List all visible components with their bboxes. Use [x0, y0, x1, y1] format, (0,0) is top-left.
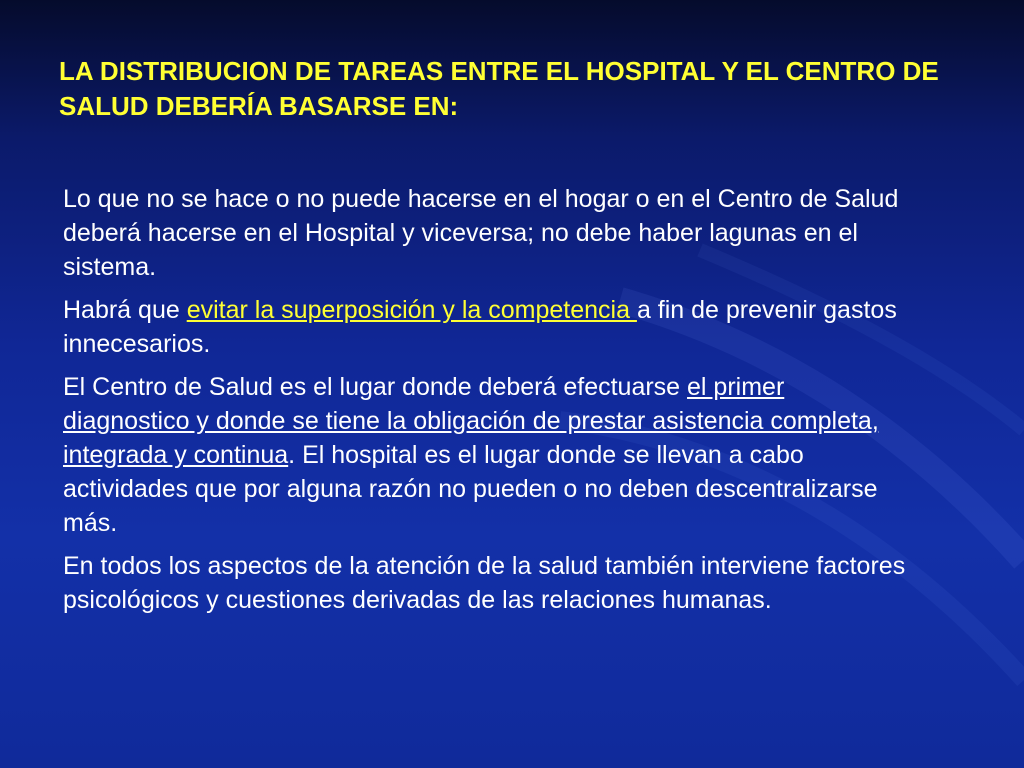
paragraph-2: [63, 293, 913, 361]
highlight-link-text: evitar la superposición y la competencia: [186, 296, 637, 324]
underlined-text: el primer diagnostico y donde se tiene la obligación de prestar asistencia completa, integrada y continua: [63, 373, 879, 469]
slide-body: [63, 182, 913, 626]
paragraph-3-start: El Centro de Salud es el lugar donde deberá efectuarse: [63, 373, 688, 401]
slide-title: LA DISTRIBUCION DE TAREAS ENTRE EL HOSPITAL Y EL CENTRO DE SALUD DEBERÍA BASARSE EN:: [59, 56, 939, 121]
paragraph-3-end: . El hospital es el lugar donde se llevan a cabo actividades que por alguna razón no pueden o no deben descentralizarse más.: [63, 441, 878, 537]
paragraph-1: Lo que no se hace o no puede hacerse en el hogar o en el Centro de Salud deberá hacerse en el Hospital y viceversa; no debe haber lagunas en el sistema.: [63, 185, 899, 281]
paragraph-4: En todos los aspectos de la atención de la salud también interviene factores psicológicos y cuestiones derivadas de las relaciones humanas.: [63, 552, 906, 614]
paragraph-2-start: Habrá que: [63, 296, 187, 324]
paragraph-2-end: a fin de prevenir gastos innecesarios.: [63, 296, 897, 358]
paragraph-3: [63, 370, 913, 540]
